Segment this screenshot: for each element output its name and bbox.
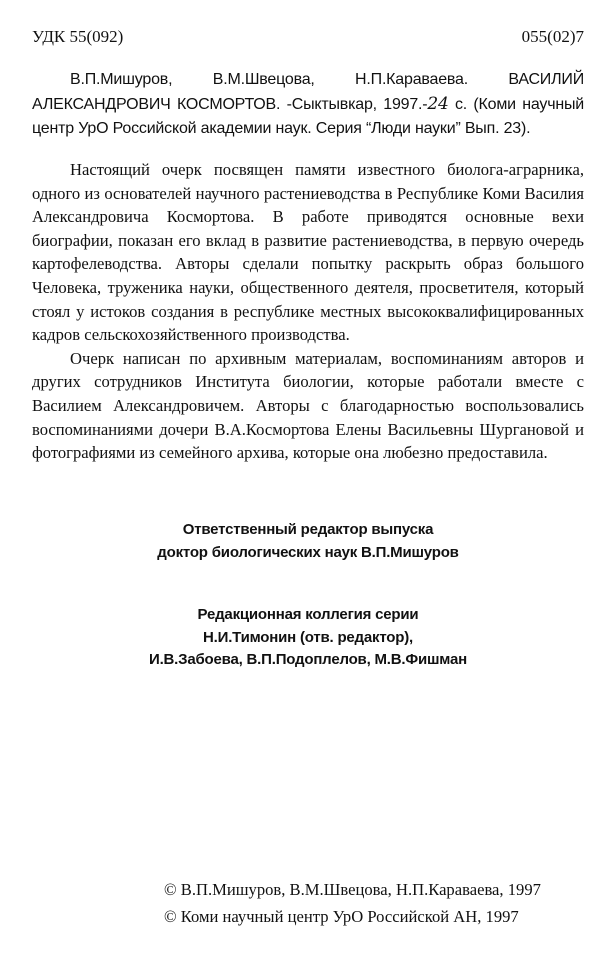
responsible-editor-block: [0, 519, 616, 564]
board-heading: Редакционная коллегия серии: [197, 606, 419, 623]
bbk-code: 055(02)7: [521, 27, 584, 46]
bibliographic-citation: [32, 68, 584, 141]
abstract-paragraph: Очерк написан по архивным материалам, воспоминаниям авторов и других сотрудников Института биологии, которые работали вместе с Василием Александровичем. Авторы с благодарностью воспользовались воспоминаниями дочери В.А.Космортова Елены Васильевны Шургановой и фотографиями из семейного архива, которые она любезно предоставила.: [32, 348, 584, 463]
copyright-institution: © Коми научный центр УрО Российской АН, 1997: [164, 907, 519, 926]
udc-code: УДК 55(092): [32, 27, 124, 46]
copyright-block: [164, 876, 541, 930]
citation-text-continued: с. (Коми научный центр УрО Российской академии наук. Серия “Люди науки” Вып. 23).: [32, 96, 584, 137]
board-members: И.В.Забоева, В.П.Подоплелов, М.В.Фишман: [148, 651, 467, 668]
editor-name: доктор биологических наук В.П.Мишуров: [157, 543, 459, 561]
handwritten-page-count: 24: [427, 94, 449, 114]
abstract: [32, 158, 584, 465]
board-chief-editor: Н.И.Тимонин (отв. редактор),: [203, 628, 413, 646]
editor-heading: Ответственный редактор выпуска: [182, 521, 434, 538]
abstract-paragraph: Настоящий очерк посвящен памяти известного биолога-аграрника, одного из основателей научного растениеводства в Республике Коми Василия Александровича Космортова. В работе приводятся основные вехи биографии, показан его вклад в развитие растениеводства, в первую очередь картофелеводства. Авторы сделали попытку раскрыть образ большого Человека, труженика науки, общественного деятеля, просветителя, который стоял у истоков создания в республике местных высококвалифицированных кадров сельскохозяйственного производства.: [32, 160, 584, 345]
classification-header: [32, 27, 584, 51]
editorial-board-block: [0, 604, 616, 672]
copyright-authors: © В.П.Мишуров, В.М.Швецова, Н.П.Караваева, 1997: [164, 880, 541, 899]
citation-text: В.П.Мишуров, В.М.Швецова, Н.П.Караваева. ВАСИЛИЙ АЛЕКСАНДРОВИЧ КОСМОРТОВ. -Сыктывкар, 1997.-: [32, 71, 584, 113]
